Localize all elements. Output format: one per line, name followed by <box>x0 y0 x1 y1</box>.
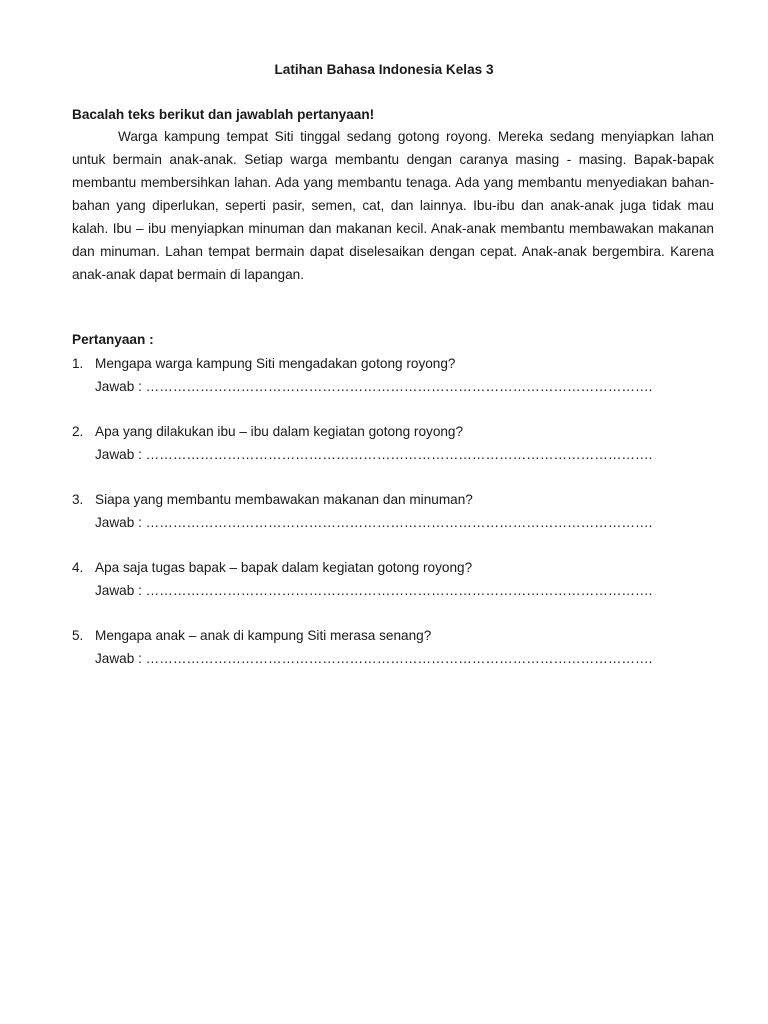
question-item <box>72 420 714 466</box>
question-number: 2. <box>72 424 84 439</box>
answer-dots: …………………………………………………………………………………………………. <box>145 651 653 666</box>
answer-dots: …………………………………………………………………………………………………. <box>145 583 653 598</box>
reading-passage: Warga kampung tempat Siti tinggal sedang gotong royong. Mereka sedang menyiapkan lahan untuk bermain anak-anak. Setiap warga membantu dengan caranya masing - masing. Bapak-bapak membantu membersihkan lahan. Ada yang membantu tenaga. Ada yang membantu menyediakan bahan-bahan yang diperlukan, seperti pasir, semen, cat, dan lainnya. Ibu-ibu dan anak-anak juga tidak mau kalah. Ibu – ibu menyiapkan minuman dan makanan kecil. Anak-anak membantu membawakan makanan dan minuman. Lahan tempat bermain dapat diselesaikan dengan cepat. Anak-anak bergembira. Karena anak-anak dapat bermain di lapangan. <box>72 129 714 282</box>
answer-label: Jawab : <box>95 379 142 394</box>
question-number: 3. <box>72 492 84 507</box>
question-text: Mengapa anak – anak di kampung Siti merasa senang? <box>95 628 432 643</box>
answer-line[interactable] <box>95 511 652 534</box>
answer-dots: …………………………………………………………………………………………………. <box>145 379 653 394</box>
question-text: Apa yang dilakukan ibu – ibu dalam kegiatan gotong royong? <box>95 424 464 439</box>
answer-line[interactable] <box>95 375 652 398</box>
question-item <box>72 624 714 670</box>
answer-line[interactable] <box>95 647 652 670</box>
answer-label: Jawab : <box>95 447 142 462</box>
answer-line[interactable] <box>95 579 652 602</box>
question-item <box>72 556 714 602</box>
question-item <box>72 488 714 534</box>
question-number: 5. <box>72 628 84 643</box>
questions-heading: Pertanyaan : <box>72 332 154 347</box>
answer-label: Jawab : <box>95 651 142 666</box>
question-text: Siapa yang membantu membawakan makanan dan minuman? <box>95 492 473 507</box>
answer-dots: …………………………………………………………………………………………………. <box>145 447 653 462</box>
answer-dots: …………………………………………………………………………………………………. <box>145 515 653 530</box>
page-title: Latihan Bahasa Indonesia Kelas 3 <box>274 62 494 77</box>
answer-label: Jawab : <box>95 515 142 530</box>
answer-label: Jawab : <box>95 583 142 598</box>
instruction-text: Bacalah teks berikut dan jawablah pertanyaan! <box>72 107 375 122</box>
question-text: Apa saja tugas bapak – bapak dalam kegiatan gotong royong? <box>95 560 473 575</box>
question-item <box>72 352 714 398</box>
answer-line[interactable] <box>95 443 652 466</box>
question-text: Mengapa warga kampung Siti mengadakan gotong royong? <box>95 356 456 371</box>
question-number: 4. <box>72 560 84 575</box>
question-number: 1. <box>72 356 84 371</box>
